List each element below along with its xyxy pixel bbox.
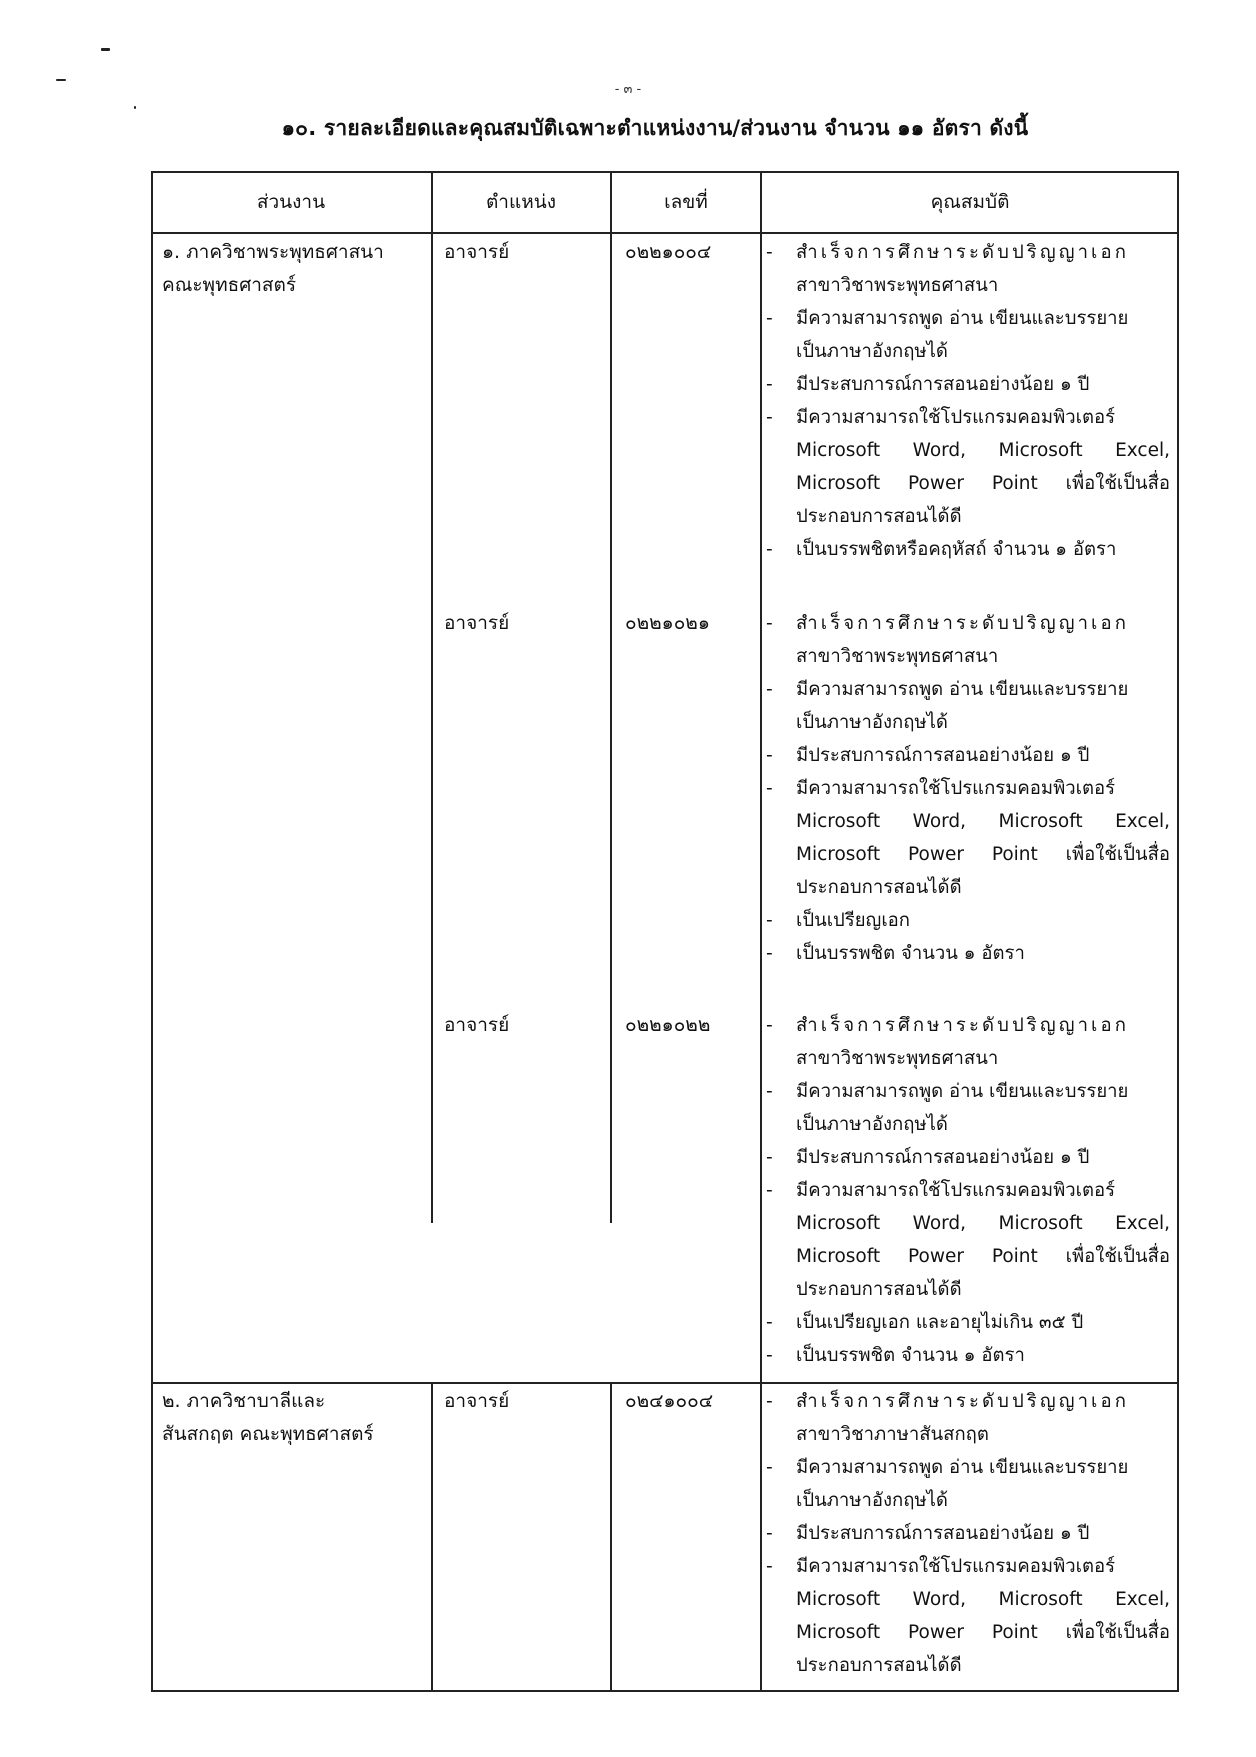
qualification-item: - มีความสามารถใช้โปรแกรมคอมพิวเตอร์	[766, 1556, 1116, 1577]
qualification-item: Microsoft Word, Microsoft Excel,	[796, 1213, 1170, 1234]
qualification-item: ประกอบการสอนได้ดี	[796, 506, 962, 527]
table-border-bottom	[151, 1690, 1179, 1692]
qualification-item: ประกอบการสอนได้ดี	[796, 1655, 962, 1676]
column-divider	[431, 1382, 433, 1692]
header-row-divider	[151, 232, 1179, 234]
position-title: อาจารย์	[444, 1014, 510, 1036]
qualification-item: - เป็นบรรพชิตหรือคฤหัสถ์ จำนวน ๑ อัตรา	[766, 539, 1117, 560]
qualification-item: สาขาวิชาพระพุทธศาสนา	[796, 1048, 999, 1069]
table-border-right	[1177, 171, 1179, 1692]
header-qualification: คุณสมบัติ	[930, 191, 1010, 213]
unit-name-line: สันสกฤต คณะพุทธศาสตร์	[162, 1423, 374, 1445]
row-divider	[151, 1382, 1179, 1384]
position-number: ๐๒๒๑๐๐๔	[625, 241, 712, 263]
qualification-list	[760, 607, 1170, 970]
qualification-item: - มีประสบการณ์การสอนอย่างน้อย ๑ ปี	[766, 1147, 1090, 1168]
qualification-item: - มีความสามารถพูด อ่าน เขียนและบรรยาย	[766, 679, 1129, 700]
qualification-item: - สำเร็จการศึกษาระดับปริญญาเอก	[766, 613, 1129, 634]
qualification-item: - มีความสามารถใช้โปรแกรมคอมพิวเตอร์	[766, 407, 1116, 428]
qualification-item: Microsoft Word, Microsoft Excel,	[796, 440, 1170, 461]
qualification-item: - มีความสามารถใช้โปรแกรมคอมพิวเตอร์	[766, 1180, 1116, 1201]
position-number: ๐๒๔๑๐๐๔	[625, 1390, 714, 1412]
unit-name-line: ๒. ภาควิชาบาลีและ	[162, 1390, 326, 1412]
table-border-top	[151, 171, 1179, 173]
page-number: - ๓ -	[614, 82, 642, 97]
position-title: อาจารย์	[444, 1390, 510, 1412]
qualification-item: - เป็นบรรพชิต จำนวน ๑ อัตรา	[766, 943, 1025, 964]
qualification-item: เป็นภาษาอังกฤษได้	[796, 1490, 948, 1511]
qualification-item: - มีประสบการณ์การสอนอย่างน้อย ๑ ปี	[766, 745, 1090, 766]
qualification-item: - เป็นเปรียญเอก และอายุไม่เกิน ๓๕ ปี	[766, 1312, 1084, 1333]
column-divider	[610, 171, 612, 1223]
position-number: ๐๒๒๑๐๒๑	[625, 612, 710, 634]
qualification-item: Microsoft Power Point เพื่อใช้เป็นสื่อ	[796, 1246, 1170, 1267]
table-border-left	[151, 171, 153, 1692]
position-number: ๐๒๒๑๐๒๒	[625, 1014, 711, 1036]
column-divider	[610, 1382, 612, 1692]
qualification-item: - เป็นบรรพชิต จำนวน ๑ อัตรา	[766, 1345, 1025, 1366]
header-unit: ส่วนงาน	[256, 191, 326, 213]
qualification-item: เป็นภาษาอังกฤษได้	[796, 1114, 948, 1135]
qualification-item: - สำเร็จการศึกษาระดับปริญญาเอก	[766, 242, 1129, 263]
qualification-item: - มีความสามารถใช้โปรแกรมคอมพิวเตอร์	[766, 778, 1116, 799]
qualification-item: Microsoft Power Point เพื่อใช้เป็นสื่อ	[796, 844, 1170, 865]
qualification-item: - มีความสามารถพูด อ่าน เขียนและบรรยาย	[766, 308, 1129, 329]
qualification-item: - มีประสบการณ์การสอนอย่างน้อย ๑ ปี	[766, 1523, 1090, 1544]
unit-name-line: ๑. ภาควิชาพระพุทธศาสนา	[162, 241, 384, 263]
qualification-item: Microsoft Word, Microsoft Excel,	[796, 811, 1170, 832]
unit-name-line: คณะพุทธศาสตร์	[162, 274, 297, 296]
qualification-item: สาขาวิชาพระพุทธศาสนา	[796, 646, 999, 667]
position-title: อาจารย์	[444, 612, 510, 634]
qualification-item: - เป็นเปรียญเอก	[766, 910, 910, 931]
qualification-item: - สำเร็จการศึกษาระดับปริญญาเอก	[766, 1015, 1129, 1036]
qualification-list	[760, 1009, 1170, 1372]
scan-speck	[101, 48, 110, 51]
qualification-item: ประกอบการสอนได้ดี	[796, 1279, 962, 1300]
header-number: เลขที่	[664, 191, 708, 213]
qualification-item: สาขาวิชาภาษาสันสกฤต	[796, 1424, 989, 1445]
qualification-item: เป็นภาษาอังกฤษได้	[796, 341, 948, 362]
qualification-item: - สำเร็จการศึกษาระดับปริญญาเอก	[766, 1391, 1129, 1412]
qualification-item: Microsoft Word, Microsoft Excel,	[796, 1589, 1170, 1610]
qualification-item: - มีประสบการณ์การสอนอย่างน้อย ๑ ปี	[766, 374, 1090, 395]
scan-speck	[134, 106, 136, 109]
qualification-item: Microsoft Power Point เพื่อใช้เป็นสื่อ	[796, 473, 1170, 494]
qualification-list	[760, 1385, 1170, 1682]
qualification-item: สาขาวิชาพระพุทธศาสนา	[796, 275, 999, 296]
unit-name	[162, 236, 384, 302]
header-position: ตำแหน่ง	[485, 191, 557, 213]
qualification-item: เป็นภาษาอังกฤษได้	[796, 712, 948, 733]
qualification-item: ประกอบการสอนได้ดี	[796, 877, 962, 898]
column-divider	[431, 171, 433, 1223]
position-title: อาจารย์	[444, 241, 510, 263]
unit-name	[162, 1385, 374, 1451]
qualification-list	[760, 236, 1170, 566]
document-title: ๑๐. รายละเอียดและคุณสมบัติเฉพาะตำแหน่งงาน/ส่วนงาน จำนวน ๑๑ อัตรา ดังนี้	[281, 116, 1029, 140]
qualification-item: - มีความสามารถพูด อ่าน เขียนและบรรยาย	[766, 1081, 1129, 1102]
qualification-item: - มีความสามารถพูด อ่าน เขียนและบรรยาย	[766, 1457, 1129, 1478]
qualification-item: Microsoft Power Point เพื่อใช้เป็นสื่อ	[796, 1622, 1170, 1643]
